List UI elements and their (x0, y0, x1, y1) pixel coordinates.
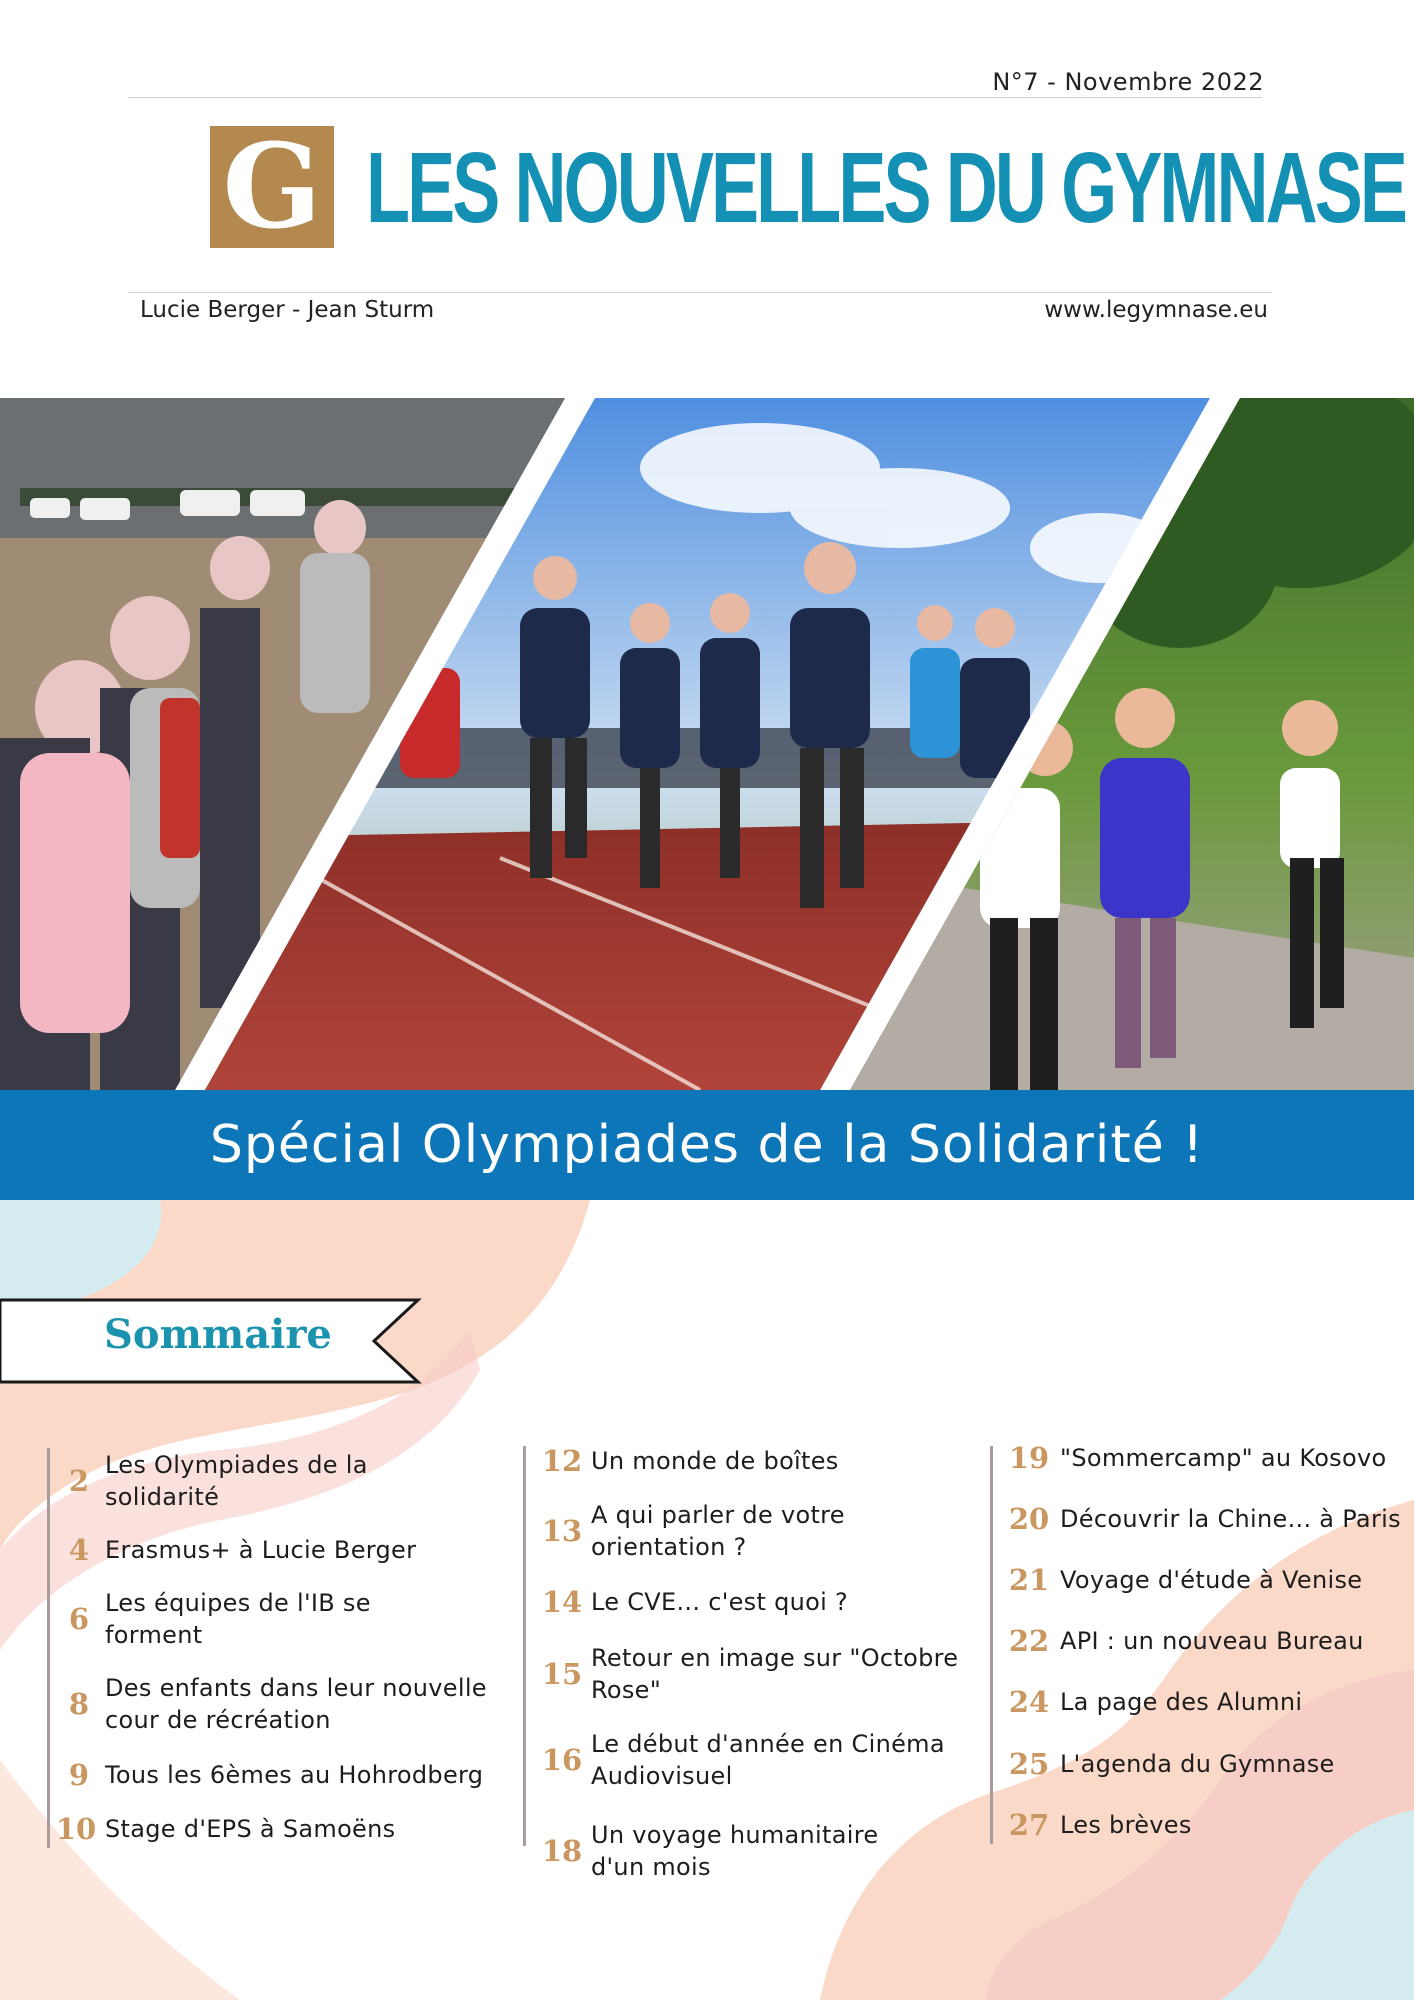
toc-entry[interactable] (1004, 1746, 1404, 1782)
toc-entry[interactable] (538, 1641, 978, 1707)
toc-page-number: 24 (1008, 1685, 1050, 1719)
toc-title: Voyage d'étude à Venise (1060, 1566, 1363, 1594)
toc-title: "Sommercamp" au Kosovo (1060, 1444, 1387, 1472)
authors: Lucie Berger - Jean Sturm (140, 297, 435, 323)
toc-page-number: 25 (1008, 1747, 1050, 1781)
toc-page-number: 19 (1008, 1441, 1050, 1475)
toc-title: Un monde de boîtes (591, 1447, 839, 1475)
toc-entry[interactable] (58, 1448, 498, 1514)
toc-entry[interactable] (1004, 1501, 1404, 1537)
toc-title: Retour en image sur "Octobre Rose" (591, 1644, 959, 1704)
toc-page-number: 27 (1008, 1808, 1050, 1842)
toc-title: Les brèves (1060, 1811, 1192, 1839)
toc-entry[interactable] (52, 1811, 492, 1847)
toc-entry[interactable] (538, 1498, 978, 1564)
toc-page-number: 6 (68, 1602, 90, 1636)
toc-page-number: 16 (541, 1743, 583, 1777)
toc-entry[interactable] (538, 1584, 978, 1620)
toc-page-number: 22 (1008, 1624, 1050, 1658)
toc-title: Le CVE... c'est quoi ? (591, 1588, 849, 1616)
toc-page-number: 2 (68, 1464, 90, 1498)
banner-text: Spécial Olympiades de la Solidarité ! (209, 1115, 1205, 1175)
toc-title: La page des Alumni (1060, 1688, 1303, 1716)
toc-page-number: 13 (541, 1514, 583, 1548)
toc-page-number: 4 (68, 1533, 90, 1567)
toc-page-number: 18 (541, 1834, 583, 1868)
toc-entry[interactable] (1004, 1807, 1404, 1843)
toc-page-number: 21 (1008, 1563, 1050, 1597)
toc-title: Stage d'EPS à Samoëns (105, 1815, 396, 1843)
header-bottom-rule (128, 292, 1272, 293)
toc-page-number: 14 (541, 1585, 583, 1619)
column-2-divider (523, 1446, 526, 1846)
website-url[interactable]: www.legymnase.eu (1044, 297, 1268, 323)
toc-page-number: 20 (1008, 1502, 1050, 1536)
logo-letter: G (222, 119, 322, 255)
toc-title: API : un nouveau Bureau (1060, 1627, 1364, 1655)
newsletter-title: LES NOUVELLES DU GYMNASE (366, 131, 1406, 244)
photo-collage (0, 398, 1414, 1090)
special-banner (0, 1090, 1414, 1200)
header-top-rule (128, 97, 1262, 98)
toc-title: L'agenda du Gymnase (1060, 1750, 1335, 1778)
toc-entry[interactable] (1004, 1623, 1404, 1659)
gymnase-logo (210, 119, 334, 255)
toc-page-number: 15 (541, 1657, 583, 1691)
toc-title: A qui parler de votre orientation ? (591, 1501, 845, 1561)
toc-entry[interactable] (1004, 1440, 1404, 1476)
toc-title: Découvrir la Chine... à Paris (1060, 1505, 1401, 1533)
toc-entry[interactable] (58, 1586, 498, 1652)
sommaire-heading: Sommaire (104, 1311, 332, 1358)
toc-page-number: 12 (541, 1444, 583, 1478)
toc-title: Erasmus+ à Lucie Berger (105, 1536, 417, 1564)
toc-title: Le début d'année en Cinéma Audiovisuel (591, 1730, 945, 1790)
toc-title: Les équipes de l'IB se forment (105, 1589, 371, 1649)
toc-entry[interactable] (1004, 1562, 1404, 1598)
toc-page-number: 10 (55, 1812, 97, 1846)
toc-entry[interactable] (538, 1727, 978, 1793)
toc-entry[interactable] (58, 1532, 498, 1568)
toc-page-number: 8 (68, 1687, 90, 1721)
issue-date: N°7 - Novembre 2022 (992, 68, 1264, 96)
column-3-divider (990, 1446, 993, 1844)
column-1-divider (47, 1448, 50, 1848)
toc-entry[interactable] (58, 1671, 498, 1737)
toc-title: Les Olympiades de la solidarité (105, 1451, 368, 1511)
toc-entry[interactable] (1004, 1684, 1404, 1720)
toc-page-number: 9 (68, 1758, 90, 1792)
toc-title: Des enfants dans leur nouvelle cour de récréation (105, 1674, 487, 1734)
toc-entry[interactable] (58, 1757, 498, 1793)
toc-entry[interactable] (538, 1818, 978, 1884)
toc-title: Un voyage humanitaire d'un mois (591, 1821, 879, 1881)
toc-entry[interactable] (538, 1443, 978, 1479)
toc-title: Tous les 6èmes au Hohrodberg (105, 1761, 484, 1789)
